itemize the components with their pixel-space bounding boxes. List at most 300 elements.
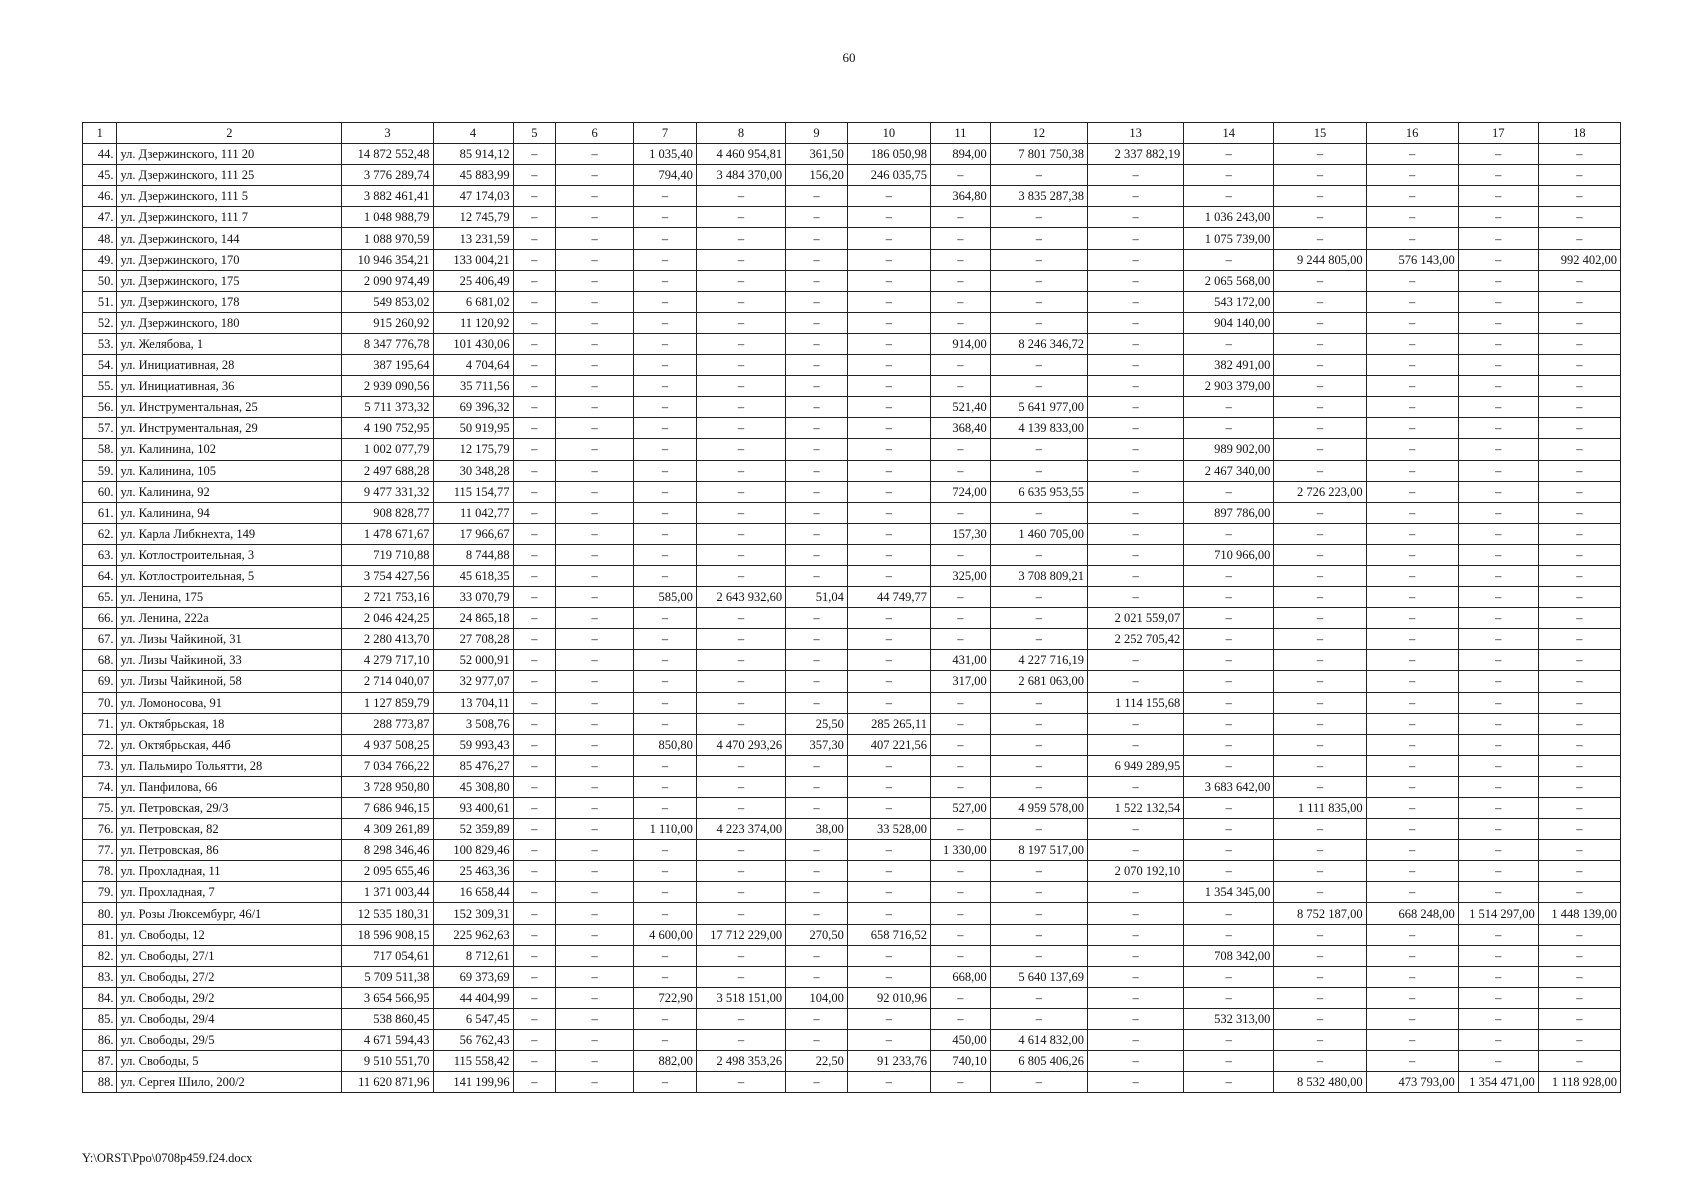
table-row: [83, 629, 1621, 650]
value-cell: 50 919,95: [433, 418, 513, 439]
row-number-cell: 72.: [83, 734, 117, 755]
value-cell: –: [1087, 966, 1183, 987]
table-row: [83, 861, 1621, 882]
value-cell: 246 035,75: [847, 165, 930, 186]
address-cell: ул. Петровская, 29/3: [117, 798, 342, 819]
row-number-cell: 62.: [83, 523, 117, 544]
value-cell: –: [1184, 840, 1274, 861]
row-number-cell: 55.: [83, 376, 117, 397]
value-cell: –: [847, 376, 930, 397]
value-cell: –: [930, 376, 990, 397]
value-cell: –: [847, 1008, 930, 1029]
value-cell: –: [1274, 165, 1366, 186]
address-cell: ул. Калинина, 94: [117, 502, 342, 523]
value-cell: 1 371 003,44: [342, 882, 433, 903]
row-number-cell: 58.: [83, 439, 117, 460]
address-cell: ул. Котлостроительная, 5: [117, 565, 342, 586]
value-cell: –: [513, 966, 556, 987]
value-cell: –: [1458, 312, 1538, 333]
value-cell: –: [1184, 629, 1274, 650]
value-cell: –: [1458, 861, 1538, 882]
value-cell: –: [696, 544, 785, 565]
value-cell: –: [634, 376, 697, 397]
value-cell: –: [634, 966, 697, 987]
value-cell: 894,00: [930, 144, 990, 165]
value-cell: 1 354 471,00: [1458, 1072, 1538, 1093]
value-cell: 585,00: [634, 587, 697, 608]
value-cell: 3 754 427,56: [342, 565, 433, 586]
value-cell: 152 309,31: [433, 903, 513, 924]
column-header: 3: [342, 123, 433, 144]
value-cell: –: [513, 544, 556, 565]
address-cell: ул. Дзержинского, 144: [117, 228, 342, 249]
value-cell: 5 709 511,38: [342, 966, 433, 987]
value-cell: –: [1087, 397, 1183, 418]
value-cell: 387 195,64: [342, 355, 433, 376]
value-cell: 6 681,02: [433, 291, 513, 312]
table-row: [83, 249, 1621, 270]
address-cell: ул. Прохладная, 11: [117, 861, 342, 882]
value-cell: –: [786, 565, 848, 586]
value-cell: –: [786, 312, 848, 333]
table-row: [83, 481, 1621, 502]
value-cell: –: [1538, 376, 1620, 397]
table-row: [83, 945, 1621, 966]
value-cell: –: [786, 798, 848, 819]
value-cell: –: [513, 945, 556, 966]
value-cell: 24 865,18: [433, 608, 513, 629]
address-cell: ул. Желябова, 1: [117, 333, 342, 354]
table-body: [83, 144, 1621, 1093]
value-cell: 5 640 137,69: [990, 966, 1087, 987]
value-cell: –: [556, 144, 634, 165]
value-cell: –: [930, 228, 990, 249]
value-cell: –: [1538, 819, 1620, 840]
value-cell: 473 793,00: [1366, 1072, 1458, 1093]
value-cell: 576 143,00: [1366, 249, 1458, 270]
value-cell: –: [513, 587, 556, 608]
value-cell: –: [513, 312, 556, 333]
address-cell: ул. Инструментальная, 29: [117, 418, 342, 439]
value-cell: 12 745,79: [433, 207, 513, 228]
table-row: [83, 924, 1621, 945]
value-cell: –: [990, 608, 1087, 629]
value-cell: –: [786, 1030, 848, 1051]
value-cell: –: [1366, 629, 1458, 650]
value-cell: –: [930, 945, 990, 966]
value-cell: –: [1458, 966, 1538, 987]
value-cell: –: [513, 755, 556, 776]
value-cell: 52 000,91: [433, 650, 513, 671]
value-cell: 2 497 688,28: [342, 460, 433, 481]
value-cell: –: [1458, 692, 1538, 713]
value-cell: 17 712 229,00: [696, 924, 785, 945]
value-cell: –: [1087, 671, 1183, 692]
value-cell: –: [1087, 376, 1183, 397]
value-cell: –: [847, 840, 930, 861]
value-cell: 14 872 552,48: [342, 144, 433, 165]
value-cell: –: [696, 629, 785, 650]
value-cell: –: [847, 523, 930, 544]
row-number-cell: 51.: [83, 291, 117, 312]
value-cell: –: [696, 207, 785, 228]
table-row: [83, 587, 1621, 608]
column-header: 1: [83, 123, 117, 144]
row-number-cell: 60.: [83, 481, 117, 502]
table-row: [83, 144, 1621, 165]
value-cell: –: [1184, 565, 1274, 586]
value-cell: –: [634, 544, 697, 565]
value-cell: –: [930, 291, 990, 312]
value-cell: 368,40: [930, 418, 990, 439]
value-cell: –: [1538, 502, 1620, 523]
table-row: [83, 1030, 1621, 1051]
value-cell: –: [513, 397, 556, 418]
value-cell: –: [1538, 587, 1620, 608]
value-cell: –: [847, 418, 930, 439]
value-cell: –: [1366, 692, 1458, 713]
address-cell: ул. Ломоносова, 91: [117, 692, 342, 713]
value-cell: –: [556, 207, 634, 228]
value-cell: –: [634, 882, 697, 903]
address-cell: ул. Калинина, 105: [117, 460, 342, 481]
address-cell: ул. Котлостроительная, 3: [117, 544, 342, 565]
value-cell: –: [847, 565, 930, 586]
value-cell: –: [556, 228, 634, 249]
value-cell: –: [1458, 734, 1538, 755]
value-cell: –: [1274, 987, 1366, 1008]
value-cell: –: [1366, 713, 1458, 734]
value-cell: 2 903 379,00: [1184, 376, 1274, 397]
value-cell: –: [696, 798, 785, 819]
address-cell: ул. Калинина, 92: [117, 481, 342, 502]
value-cell: –: [1538, 966, 1620, 987]
row-number-cell: 44.: [83, 144, 117, 165]
value-cell: –: [786, 671, 848, 692]
value-cell: –: [1274, 608, 1366, 629]
value-cell: –: [556, 439, 634, 460]
value-cell: –: [696, 840, 785, 861]
value-cell: 33 070,79: [433, 587, 513, 608]
row-number-cell: 50.: [83, 270, 117, 291]
value-cell: –: [1087, 439, 1183, 460]
value-cell: –: [556, 397, 634, 418]
address-cell: ул. Лизы Чайкиной, 31: [117, 629, 342, 650]
value-cell: –: [513, 270, 556, 291]
row-number-cell: 80.: [83, 903, 117, 924]
row-number-cell: 70.: [83, 692, 117, 713]
value-cell: 1 478 671,67: [342, 523, 433, 544]
row-number-cell: 54.: [83, 355, 117, 376]
value-cell: –: [556, 692, 634, 713]
value-cell: –: [1184, 671, 1274, 692]
address-cell: ул. Свободы, 29/2: [117, 987, 342, 1008]
value-cell: –: [1366, 671, 1458, 692]
column-header: 14: [1184, 123, 1274, 144]
value-cell: –: [634, 312, 697, 333]
address-cell: ул. Панфилова, 66: [117, 776, 342, 797]
value-cell: –: [556, 840, 634, 861]
value-cell: 6 547,45: [433, 1008, 513, 1029]
value-cell: –: [556, 460, 634, 481]
table-row: [83, 228, 1621, 249]
value-cell: 9 510 551,70: [342, 1051, 433, 1072]
value-cell: –: [990, 312, 1087, 333]
value-cell: –: [1458, 587, 1538, 608]
value-cell: –: [634, 291, 697, 312]
row-number-cell: 69.: [83, 671, 117, 692]
value-cell: –: [1274, 966, 1366, 987]
value-cell: –: [847, 1030, 930, 1051]
value-cell: 325,00: [930, 565, 990, 586]
value-cell: –: [1274, 1008, 1366, 1029]
column-header: 12: [990, 123, 1087, 144]
table-row: [83, 713, 1621, 734]
value-cell: –: [1087, 650, 1183, 671]
value-cell: –: [786, 966, 848, 987]
value-cell: –: [1184, 755, 1274, 776]
value-cell: 904 140,00: [1184, 312, 1274, 333]
value-cell: 538 860,45: [342, 1008, 433, 1029]
address-cell: ул. Ленина, 175: [117, 587, 342, 608]
value-cell: –: [1458, 376, 1538, 397]
row-number-cell: 78.: [83, 861, 117, 882]
value-cell: –: [990, 165, 1087, 186]
table-row: [83, 291, 1621, 312]
value-cell: 1 111 835,00: [1274, 798, 1366, 819]
value-cell: –: [1184, 734, 1274, 755]
value-cell: –: [634, 1072, 697, 1093]
value-cell: –: [556, 1030, 634, 1051]
value-cell: 9 244 805,00: [1274, 249, 1366, 270]
value-cell: –: [786, 776, 848, 797]
value-cell: –: [1538, 228, 1620, 249]
value-cell: –: [930, 987, 990, 1008]
value-cell: 3 835 287,38: [990, 186, 1087, 207]
value-cell: –: [634, 608, 697, 629]
value-cell: –: [1538, 481, 1620, 502]
value-cell: –: [1274, 650, 1366, 671]
value-cell: 527,00: [930, 798, 990, 819]
value-cell: 27 708,28: [433, 629, 513, 650]
value-cell: –: [513, 1030, 556, 1051]
value-cell: –: [1366, 840, 1458, 861]
value-cell: –: [1184, 1030, 1274, 1051]
value-cell: –: [930, 1072, 990, 1093]
value-cell: –: [1274, 629, 1366, 650]
value-cell: 364,80: [930, 186, 990, 207]
value-cell: –: [696, 903, 785, 924]
value-cell: –: [786, 502, 848, 523]
value-cell: 3 776 289,74: [342, 165, 433, 186]
row-number-cell: 81.: [83, 924, 117, 945]
column-header: 2: [117, 123, 342, 144]
value-cell: –: [1366, 819, 1458, 840]
value-cell: –: [1538, 186, 1620, 207]
value-cell: –: [847, 312, 930, 333]
value-cell: –: [1538, 776, 1620, 797]
value-cell: 908 828,77: [342, 502, 433, 523]
row-number-cell: 77.: [83, 840, 117, 861]
value-cell: –: [696, 1008, 785, 1029]
value-cell: –: [1538, 861, 1620, 882]
address-cell: ул. Розы Люксембург, 46/1: [117, 903, 342, 924]
value-cell: –: [556, 481, 634, 502]
value-cell: –: [1538, 734, 1620, 755]
value-cell: –: [1458, 755, 1538, 776]
value-cell: –: [1366, 291, 1458, 312]
value-cell: –: [1087, 355, 1183, 376]
value-cell: –: [696, 1072, 785, 1093]
footer-file-path: Y:\ORST\Ppo\0708p459.f24.docx: [82, 1151, 253, 1165]
value-cell: 85 914,12: [433, 144, 513, 165]
value-cell: –: [696, 755, 785, 776]
value-cell: –: [1087, 481, 1183, 502]
value-cell: –: [1184, 397, 1274, 418]
value-cell: –: [1538, 207, 1620, 228]
value-cell: –: [1184, 608, 1274, 629]
value-cell: 897 786,00: [1184, 502, 1274, 523]
value-cell: –: [1274, 861, 1366, 882]
value-cell: –: [990, 439, 1087, 460]
value-cell: –: [513, 734, 556, 755]
value-cell: –: [990, 207, 1087, 228]
value-cell: –: [696, 776, 785, 797]
value-cell: 3 518 151,00: [696, 987, 785, 1008]
table-row: [83, 186, 1621, 207]
value-cell: –: [634, 692, 697, 713]
row-number-cell: 53.: [83, 333, 117, 354]
address-cell: ул. Лизы Чайкиной, 33: [117, 650, 342, 671]
value-cell: –: [1087, 523, 1183, 544]
value-cell: –: [513, 460, 556, 481]
table-row: [83, 755, 1621, 776]
value-cell: 2 070 192,10: [1087, 861, 1183, 882]
value-cell: –: [847, 692, 930, 713]
value-cell: –: [513, 1072, 556, 1093]
value-cell: –: [513, 207, 556, 228]
table-row: [83, 903, 1621, 924]
value-cell: 270,50: [786, 924, 848, 945]
value-cell: 794,40: [634, 165, 697, 186]
value-cell: –: [990, 713, 1087, 734]
value-cell: –: [930, 713, 990, 734]
value-cell: –: [634, 439, 697, 460]
value-cell: –: [1274, 418, 1366, 439]
value-cell: 3 882 461,41: [342, 186, 433, 207]
address-cell: ул. Прохладная, 7: [117, 882, 342, 903]
value-cell: 4 227 716,19: [990, 650, 1087, 671]
value-cell: 285 265,11: [847, 713, 930, 734]
value-cell: –: [847, 776, 930, 797]
value-cell: –: [1366, 861, 1458, 882]
address-cell: ул. Ленина, 222а: [117, 608, 342, 629]
value-cell: –: [1087, 987, 1183, 1008]
value-cell: 104,00: [786, 987, 848, 1008]
value-cell: 717 054,61: [342, 945, 433, 966]
row-number-cell: 66.: [83, 608, 117, 629]
value-cell: –: [1184, 798, 1274, 819]
value-cell: –: [1538, 692, 1620, 713]
value-cell: –: [696, 439, 785, 460]
value-cell: 4 600,00: [634, 924, 697, 945]
value-cell: 115 558,42: [433, 1051, 513, 1072]
value-cell: –: [556, 376, 634, 397]
value-cell: 12 175,79: [433, 439, 513, 460]
value-cell: –: [930, 819, 990, 840]
address-cell: ул. Дзержинского, 170: [117, 249, 342, 270]
value-cell: –: [786, 355, 848, 376]
value-cell: 5 711 373,32: [342, 397, 433, 418]
value-cell: –: [1087, 249, 1183, 270]
value-cell: –: [513, 692, 556, 713]
value-cell: –: [556, 1051, 634, 1072]
value-cell: –: [786, 523, 848, 544]
value-cell: –: [634, 798, 697, 819]
table-row: [83, 565, 1621, 586]
value-cell: –: [786, 629, 848, 650]
value-cell: –: [1274, 1030, 1366, 1051]
row-number-cell: 64.: [83, 565, 117, 586]
value-cell: –: [1184, 713, 1274, 734]
table-row: [83, 692, 1621, 713]
table-row: [83, 207, 1621, 228]
value-cell: –: [1274, 734, 1366, 755]
value-cell: 4 460 954,81: [696, 144, 785, 165]
value-cell: 668 248,00: [1366, 903, 1458, 924]
row-number-cell: 74.: [83, 776, 117, 797]
value-cell: 51,04: [786, 587, 848, 608]
table-row: [83, 798, 1621, 819]
value-cell: 4 139 833,00: [990, 418, 1087, 439]
value-cell: –: [513, 650, 556, 671]
value-cell: 3 508,76: [433, 713, 513, 734]
value-cell: –: [990, 1072, 1087, 1093]
value-cell: –: [634, 397, 697, 418]
table-row: [83, 608, 1621, 629]
value-cell: –: [1274, 186, 1366, 207]
value-cell: –: [930, 776, 990, 797]
value-cell: –: [847, 291, 930, 312]
value-cell: –: [786, 755, 848, 776]
row-number-cell: 88.: [83, 1072, 117, 1093]
table-row: [83, 776, 1621, 797]
value-cell: 133 004,21: [433, 249, 513, 270]
value-cell: –: [1458, 439, 1538, 460]
value-cell: –: [1366, 270, 1458, 291]
value-cell: –: [634, 903, 697, 924]
value-cell: 156,20: [786, 165, 848, 186]
value-cell: 2 726 223,00: [1274, 481, 1366, 502]
value-cell: –: [1184, 987, 1274, 1008]
value-cell: 7 801 750,38: [990, 144, 1087, 165]
value-cell: –: [1366, 987, 1458, 1008]
table-row: [83, 523, 1621, 544]
value-cell: –: [786, 186, 848, 207]
value-cell: –: [847, 650, 930, 671]
value-cell: –: [556, 502, 634, 523]
value-cell: –: [696, 966, 785, 987]
value-cell: –: [1274, 312, 1366, 333]
value-cell: 719 710,88: [342, 544, 433, 565]
value-cell: –: [1458, 819, 1538, 840]
value-cell: –: [786, 228, 848, 249]
value-cell: –: [696, 397, 785, 418]
value-cell: –: [1538, 650, 1620, 671]
value-cell: –: [513, 1051, 556, 1072]
value-cell: –: [990, 776, 1087, 797]
value-cell: 914,00: [930, 333, 990, 354]
